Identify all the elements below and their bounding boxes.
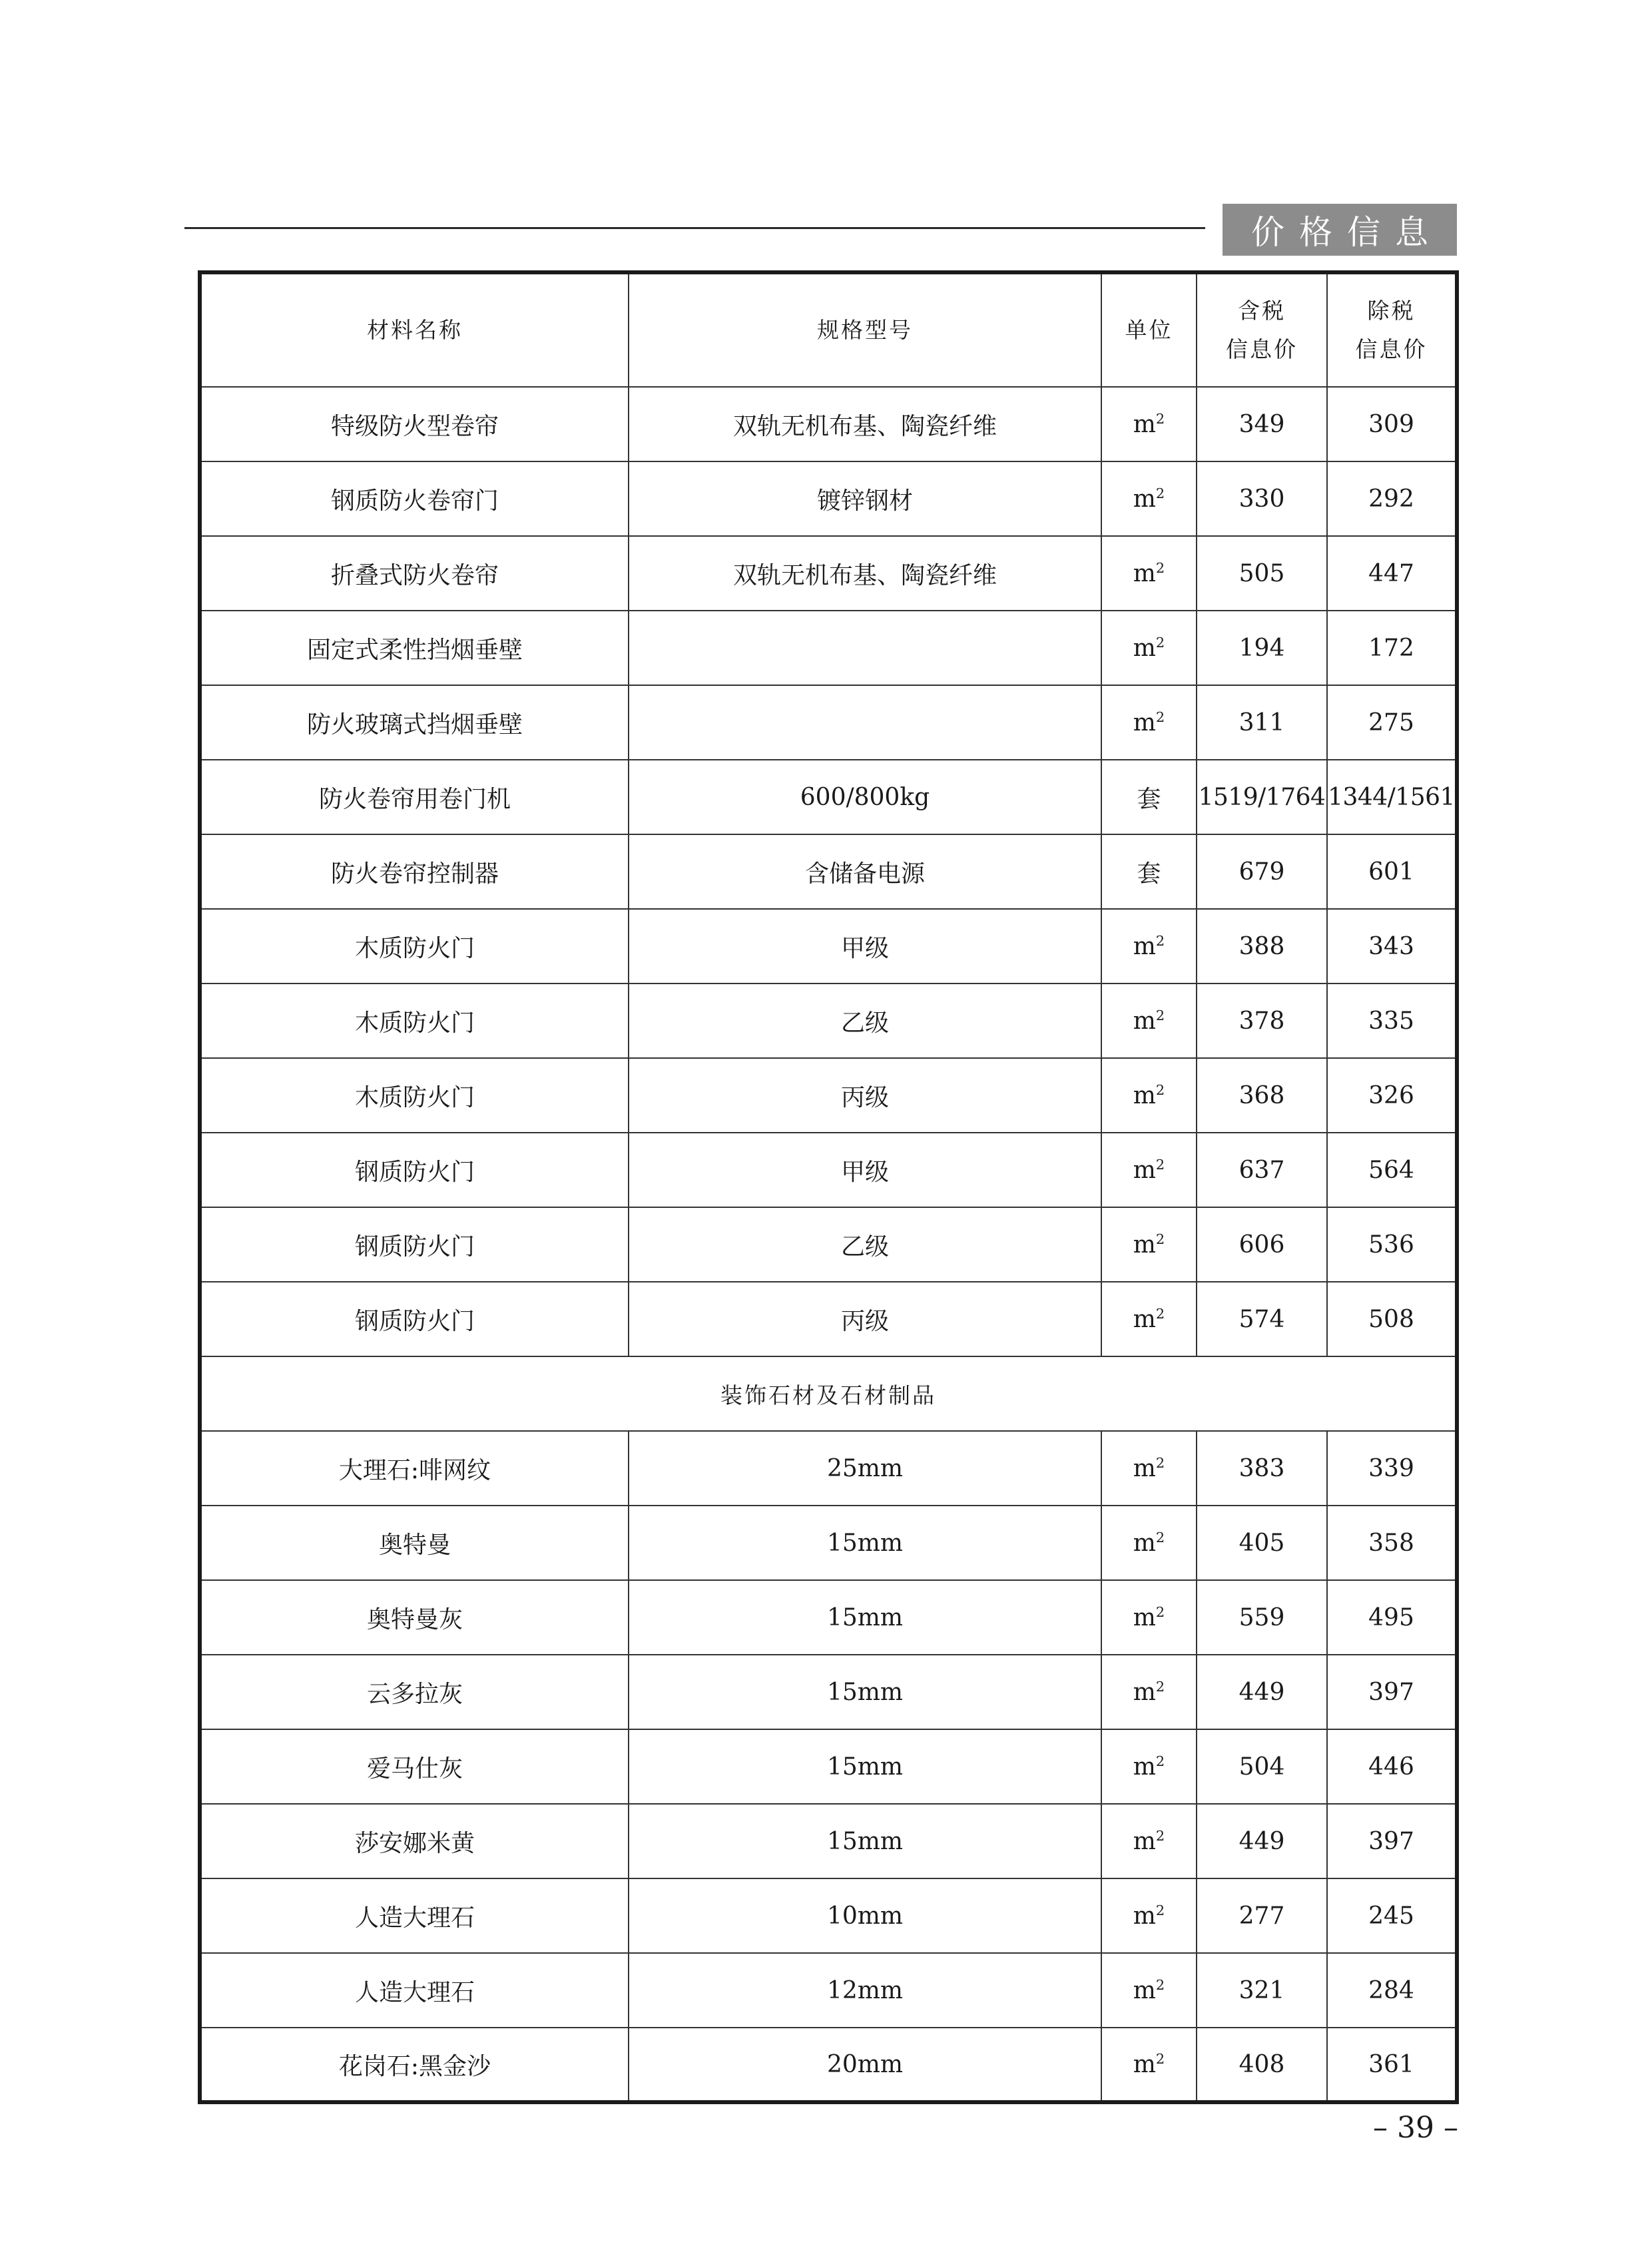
table-row: [200, 1878, 1457, 1953]
cell-price-without-tax: 495: [1327, 1580, 1457, 1655]
unit-text: m: [1133, 1827, 1156, 1855]
unit-exponent: 2: [1155, 410, 1165, 427]
cell-name: 奥特曼: [200, 1506, 629, 1580]
table-header-row: [200, 272, 1457, 387]
cell-spec: 甲级: [629, 1133, 1101, 1207]
cell-name: 钢质防火卷帘门: [200, 461, 629, 536]
cell-unit: [1101, 1729, 1197, 1804]
table-row: [200, 1207, 1457, 1282]
cell-unit: [1101, 611, 1197, 685]
cell-price-without-tax: 284: [1327, 1953, 1457, 2028]
cell-price-without-tax: 397: [1327, 1655, 1457, 1729]
table-row: [200, 1058, 1457, 1133]
cell-price-with-tax: 378: [1197, 984, 1327, 1058]
cell-price-without-tax: 508: [1327, 1282, 1457, 1356]
without-tax-label-line2: 信息价: [1355, 336, 1428, 362]
cell-spec: [629, 611, 1101, 685]
cell-name: 奥特曼灰: [200, 1580, 629, 1655]
cell-price-without-tax: 1344/1561: [1327, 760, 1457, 834]
cell-price-without-tax: 447: [1327, 536, 1457, 611]
price-table: [198, 270, 1459, 2104]
table-row: [200, 909, 1457, 984]
cell-name: 固定式柔性挡烟垂壁: [200, 611, 629, 685]
cell-price-with-tax: 349: [1197, 387, 1327, 461]
cell-spec: 丙级: [629, 1282, 1101, 1356]
cell-price-without-tax: 358: [1327, 1506, 1457, 1580]
cell-name: 防火玻璃式挡烟垂壁: [200, 685, 629, 760]
cell-spec: 600/800kg: [629, 760, 1101, 834]
cell-spec: 乙级: [629, 984, 1101, 1058]
unit-exponent: 2: [1155, 1305, 1165, 1322]
cell-name: 木质防火门: [200, 984, 629, 1058]
cell-price-without-tax: 339: [1327, 1431, 1457, 1506]
section-row: [200, 1356, 1457, 1431]
unit-text: m: [1133, 932, 1156, 960]
column-header-name: 材料名称: [200, 272, 629, 387]
cell-name: 木质防火门: [200, 909, 629, 984]
cell-unit: [1101, 461, 1197, 536]
unit-exponent: 2: [1155, 1678, 1165, 1695]
cell-price-with-tax: 1519/1764: [1197, 760, 1327, 834]
cell-name: 人造大理石: [200, 1953, 629, 2028]
table-row: [200, 984, 1457, 1058]
cell-name: 钢质防火门: [200, 1133, 629, 1207]
section-tag: 价格信息: [1223, 204, 1457, 256]
unit-text: m: [1133, 1753, 1156, 1781]
cell-unit: [1101, 834, 1197, 909]
cell-spec: 甲级: [629, 909, 1101, 984]
unit-exponent: 2: [1155, 1081, 1165, 1098]
table-row: [200, 834, 1457, 909]
unit-text: 套: [1137, 860, 1161, 888]
cell-price-with-tax: 505: [1197, 536, 1327, 611]
cell-spec: 20mm: [629, 2028, 1101, 2102]
unit-exponent: 2: [1155, 1529, 1165, 1546]
unit-text: m: [1133, 708, 1156, 736]
cell-price-without-tax: 361: [1327, 2028, 1457, 2102]
cell-unit: [1101, 1580, 1197, 1655]
unit-text: m: [1133, 1976, 1156, 2004]
unit-exponent: 2: [1155, 1753, 1165, 1769]
cell-spec: 15mm: [629, 1506, 1101, 1580]
unit-exponent: 2: [1155, 485, 1165, 501]
cell-unit: [1101, 984, 1197, 1058]
cell-price-with-tax: 606: [1197, 1207, 1327, 1282]
unit-text: m: [1133, 1529, 1156, 1557]
cell-price-without-tax: 397: [1327, 1804, 1457, 1878]
table-row: [200, 1729, 1457, 1804]
cell-name: 钢质防火门: [200, 1207, 629, 1282]
cell-price-without-tax: 564: [1327, 1133, 1457, 1207]
cell-price-with-tax: 388: [1197, 909, 1327, 984]
unit-exponent: 2: [1155, 634, 1165, 651]
cell-spec: 镀锌钢材: [629, 461, 1101, 536]
cell-name: 爱马仕灰: [200, 1729, 629, 1804]
unit-text: m: [1133, 1603, 1156, 1631]
cell-spec: 丙级: [629, 1058, 1101, 1133]
table-row: [200, 1431, 1457, 1506]
cell-unit: [1101, 1506, 1197, 1580]
cell-spec: 10mm: [629, 1878, 1101, 1953]
unit-exponent: 2: [1155, 1902, 1165, 1918]
table-row: [200, 1953, 1457, 2028]
cell-price-without-tax: 245: [1327, 1878, 1457, 1953]
header-rule: [184, 227, 1205, 229]
unit-exponent: 2: [1155, 1156, 1165, 1173]
cell-spec: 双轨无机布基、陶瓷纤维: [629, 536, 1101, 611]
table-row: [200, 387, 1457, 461]
cell-price-with-tax: 449: [1197, 1655, 1327, 1729]
cell-name: 防火卷帘控制器: [200, 834, 629, 909]
cell-unit: [1101, 909, 1197, 984]
cell-price-with-tax: 405: [1197, 1506, 1327, 1580]
cell-unit: [1101, 1207, 1197, 1282]
cell-price-without-tax: 309: [1327, 387, 1457, 461]
section-title: 装饰石材及石材制品: [200, 1356, 1457, 1431]
cell-spec: 15mm: [629, 1804, 1101, 1878]
unit-exponent: 2: [1155, 1231, 1165, 1247]
cell-price-with-tax: 277: [1197, 1878, 1327, 1953]
cell-price-without-tax: 275: [1327, 685, 1457, 760]
without-tax-label-line1: 除税: [1367, 298, 1416, 324]
cell-unit: [1101, 1133, 1197, 1207]
unit-text: m: [1133, 634, 1156, 662]
cell-price-with-tax: 679: [1197, 834, 1327, 909]
unit-text: m: [1133, 1305, 1156, 1333]
cell-spec: 双轨无机布基、陶瓷纤维: [629, 387, 1101, 461]
table-row: [200, 1655, 1457, 1729]
cell-spec: 乙级: [629, 1207, 1101, 1282]
cell-name: 人造大理石: [200, 1878, 629, 1953]
cell-name: 莎安娜米黄: [200, 1804, 629, 1878]
unit-exponent: 2: [1155, 2050, 1165, 2067]
unit-exponent: 2: [1155, 1976, 1165, 1993]
cell-price-without-tax: 292: [1327, 461, 1457, 536]
cell-price-without-tax: 446: [1327, 1729, 1457, 1804]
cell-spec: 15mm: [629, 1655, 1101, 1729]
cell-price-without-tax: 601: [1327, 834, 1457, 909]
cell-name: 钢质防火门: [200, 1282, 629, 1356]
unit-exponent: 2: [1155, 708, 1165, 725]
table-row: [200, 611, 1457, 685]
cell-unit: [1101, 1058, 1197, 1133]
table-row: [200, 1804, 1457, 1878]
cell-price-with-tax: 574: [1197, 1282, 1327, 1356]
cell-unit: [1101, 1431, 1197, 1506]
cell-spec: 25mm: [629, 1431, 1101, 1506]
unit-text: m: [1133, 1081, 1156, 1109]
cell-unit: [1101, 1282, 1197, 1356]
unit-text: m: [1133, 2050, 1156, 2078]
cell-unit: [1101, 387, 1197, 461]
cell-unit: [1101, 1804, 1197, 1878]
cell-price-without-tax: 343: [1327, 909, 1457, 984]
cell-unit: [1101, 760, 1197, 834]
unit-exponent: 2: [1155, 932, 1165, 949]
unit-exponent: 2: [1155, 1454, 1165, 1471]
unit-text: m: [1133, 1231, 1156, 1259]
cell-price-with-tax: 383: [1197, 1431, 1327, 1506]
cell-name: 云多拉灰: [200, 1655, 629, 1729]
column-header-unit: 单位: [1101, 272, 1197, 387]
unit-exponent: 2: [1155, 1827, 1165, 1844]
cell-unit: [1101, 1655, 1197, 1729]
cell-price-without-tax: 536: [1327, 1207, 1457, 1282]
table-row: [200, 760, 1457, 834]
cell-price-without-tax: 172: [1327, 611, 1457, 685]
cell-price-with-tax: 504: [1197, 1729, 1327, 1804]
cell-price-with-tax: 311: [1197, 685, 1327, 760]
cell-price-with-tax: 637: [1197, 1133, 1327, 1207]
column-header-without-tax: [1327, 272, 1457, 387]
table-row: [200, 1506, 1457, 1580]
unit-text: m: [1133, 410, 1156, 438]
unit-text: m: [1133, 1007, 1156, 1035]
cell-price-with-tax: 559: [1197, 1580, 1327, 1655]
cell-unit: [1101, 1878, 1197, 1953]
cell-name: 折叠式防火卷帘: [200, 536, 629, 611]
cell-price-without-tax: 335: [1327, 984, 1457, 1058]
cell-price-without-tax: 326: [1327, 1058, 1457, 1133]
cell-price-with-tax: 368: [1197, 1058, 1327, 1133]
table-row: [200, 1133, 1457, 1207]
cell-name: 木质防火门: [200, 1058, 629, 1133]
with-tax-label-line2: 信息价: [1226, 336, 1298, 362]
cell-spec: 15mm: [629, 1580, 1101, 1655]
cell-unit: [1101, 2028, 1197, 2102]
unit-text: m: [1133, 485, 1156, 513]
column-header-with-tax: [1197, 272, 1327, 387]
cell-name: 防火卷帘用卷门机: [200, 760, 629, 834]
page-number: – 39 –: [1373, 2111, 1458, 2145]
cell-name: 大理石:啡网纹: [200, 1431, 629, 1506]
cell-price-with-tax: 321: [1197, 1953, 1327, 2028]
table-row: [200, 685, 1457, 760]
cell-unit: [1101, 1953, 1197, 2028]
cell-price-with-tax: 408: [1197, 2028, 1327, 2102]
cell-spec: 12mm: [629, 1953, 1101, 2028]
cell-price-with-tax: 194: [1197, 611, 1327, 685]
table-row: [200, 461, 1457, 536]
table-row: [200, 1580, 1457, 1655]
unit-text: m: [1133, 559, 1156, 587]
unit-exponent: 2: [1155, 1007, 1165, 1023]
unit-text: m: [1133, 1678, 1156, 1706]
column-header-spec: 规格型号: [629, 272, 1101, 387]
table-row: [200, 536, 1457, 611]
cell-price-with-tax: 449: [1197, 1804, 1327, 1878]
unit-exponent: 2: [1155, 1603, 1165, 1620]
unit-text: 套: [1137, 785, 1161, 813]
cell-name: 特级防火型卷帘: [200, 387, 629, 461]
table-row: [200, 1282, 1457, 1356]
unit-text: m: [1133, 1454, 1156, 1482]
unit-text: m: [1133, 1902, 1156, 1930]
unit-exponent: 2: [1155, 559, 1165, 576]
cell-spec: [629, 685, 1101, 760]
cell-unit: [1101, 536, 1197, 611]
cell-name: 花岗石:黑金沙: [200, 2028, 629, 2102]
unit-text: m: [1133, 1156, 1156, 1184]
table-row: [200, 2028, 1457, 2102]
cell-price-with-tax: 330: [1197, 461, 1327, 536]
cell-spec: 含储备电源: [629, 834, 1101, 909]
with-tax-label-line1: 含税: [1238, 298, 1286, 324]
cell-spec: 15mm: [629, 1729, 1101, 1804]
cell-unit: [1101, 685, 1197, 760]
